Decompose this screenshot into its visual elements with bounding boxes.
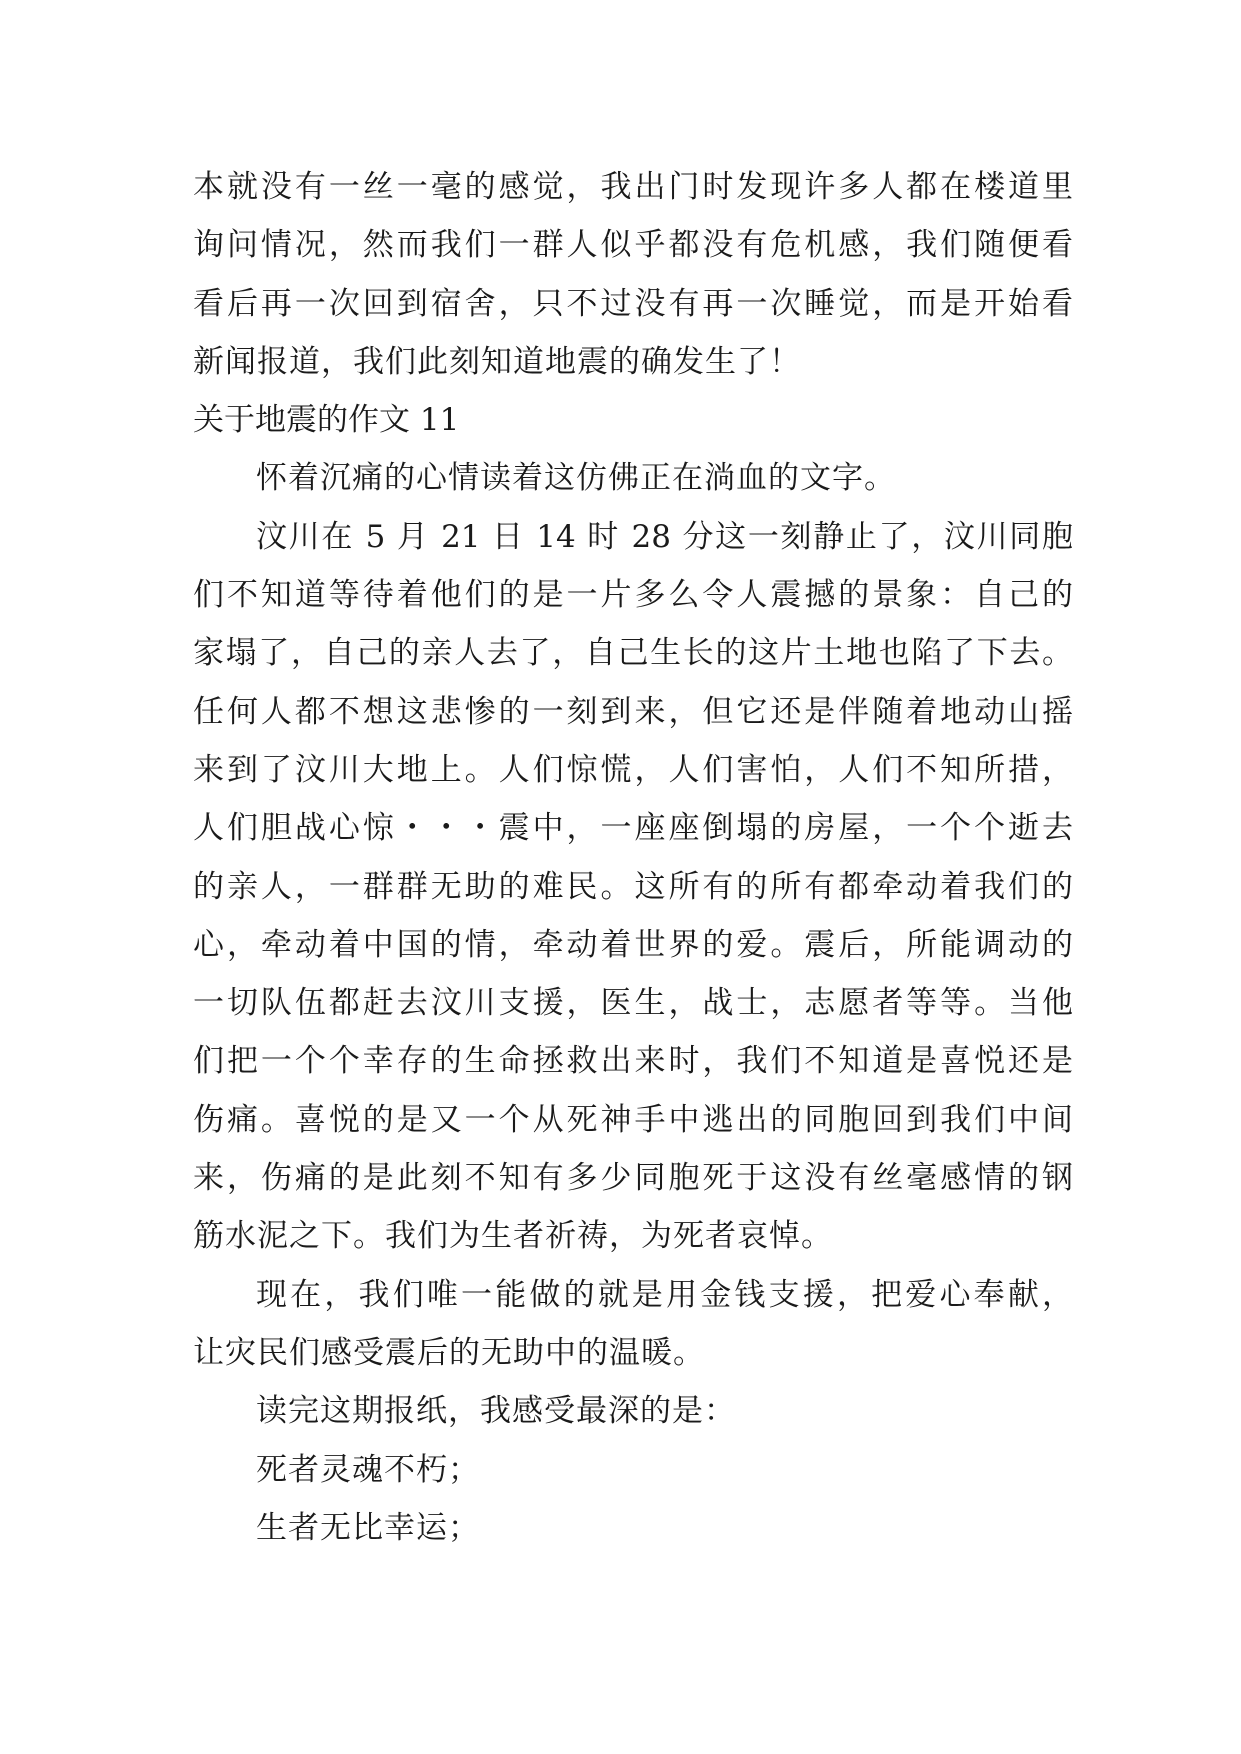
paragraph-line: 们把一个个幸存的生命拯救出来时，我们不知道是喜悦还是 <box>193 1043 1073 1080</box>
paragraph-line: 心，牵动着中国的情，牵动着世界的爱。震后，所能调动的 <box>193 926 1073 963</box>
paragraph-line: 们不知道等待着他们的是一片多么令人震撼的景象：自己的 <box>193 577 1073 614</box>
intro-line: 询问情况，然而我们一群人似乎都没有危机感，我们随便看 <box>193 227 1073 264</box>
paragraph-line: 怀着沉痛的心情读着这仿佛正在淌血的文字。 <box>256 460 896 497</box>
paragraph-line: 一切队伍都赶去汶川支援，医生，战士，志愿者等等。当他 <box>193 985 1073 1022</box>
intro-line: 新闻报道，我们此刻知道地震的确发生了！ <box>193 343 801 380</box>
paragraph-line: 生者无比幸运； <box>256 1509 480 1546</box>
paragraph-line: 任何人都不想这悲惨的一刻到来，但它还是伴随着地动山摇 <box>193 693 1073 730</box>
section-heading: 关于地震的作文 11 <box>193 402 460 439</box>
paragraph-line: 伤痛。喜悦的是又一个从死神手中逃出的同胞回到我们中间 <box>193 1101 1073 1138</box>
paragraph-line: 读完这期报纸，我感受最深的是： <box>256 1393 736 1430</box>
paragraph-line: 现在，我们唯一能做的就是用金钱支援，把爱心奉献， <box>256 1276 1073 1313</box>
intro-line: 本就没有一丝一毫的感觉，我出门时发现许多人都在楼道里 <box>193 169 1073 205</box>
paragraph-line: 筋水泥之下。我们为生者祈祷，为死者哀悼。 <box>193 1218 833 1255</box>
paragraph-line: 汶川在 5 月 21 日 14 时 28 分这一刻静止了，汶川同胞 <box>256 518 1073 555</box>
paragraph-line: 的亲人，一群群无助的难民。这所有的所有都牵动着我们的 <box>193 868 1073 905</box>
paragraph-line: 死者灵魂不朽； <box>256 1451 480 1488</box>
paragraph-line: 人们胆战心惊・・・震中，一座座倒塌的房屋，一个个逝去 <box>193 810 1073 847</box>
paragraph-line: 让灾民们感受震后的无助中的温暖。 <box>193 1334 705 1371</box>
document-body <box>193 158 1073 1557</box>
paragraph-line: 来到了汶川大地上。人们惊慌，人们害怕，人们不知所措， <box>193 751 1073 788</box>
paragraph-line: 家塌了，自己的亲人去了，自己生长的这片土地也陷了下去。 <box>193 635 1073 672</box>
paragraph-line: 来，伤痛的是此刻不知有多少同胞死于这没有丝毫感情的钢 <box>193 1160 1073 1197</box>
intro-line: 看后再一次回到宿舍，只不过没有再一次睡觉，而是开始看 <box>193 285 1073 322</box>
